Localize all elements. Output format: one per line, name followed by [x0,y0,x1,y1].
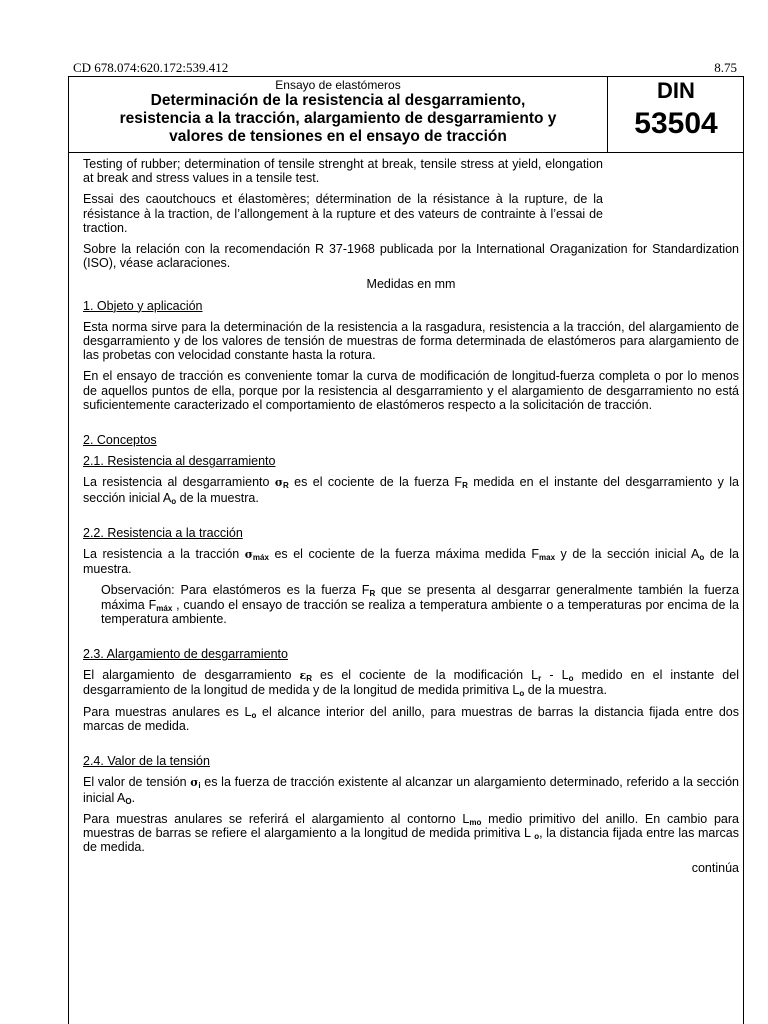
document-header [69,77,743,153]
section-2-3-paragraph: Para muestras anulares es $L_o$ el alcance interior del anillo, para muestras de barras la distancia fijada entre dos marcas de medida. [83,704,739,733]
section-2-2-heading: 2.2. Resistencia a la tracción [83,525,243,540]
classification-code: CD 678.074:620.172:539.412 [73,60,229,75]
continues-label: continúa [691,861,739,876]
french-title: Essai des caoutchoucs et élastomères; détermination de la résistance à la rupture, de la résistance à la traction, de l’allongement à la rupture et des vateurs de contrainte à l’essai de traction. [83,192,603,235]
section-2-1-paragraph: La resistencia al desgarramiento $\sigma_R$ es el cociente de la fuerza $F_R$ medida en el instante del desgarramiento y la sección inicial $A_o$ de la muestra. [83,475,740,506]
units-note: Medidas en mm [366,277,456,292]
english-title: Testing of rubber; determination of tensile strenght at break, tensile stress at yield, elongation at break and stress values in a tensile test. [83,157,603,186]
section-1-paragraph: Esta norma sirve para la determinación de la resistencia a la rasgadura, resistencia a la tracción, del alargamiento de desgarramiento y de los valores de tensión de muestras de forma determinada de elastómeros para alargamiento de las probetas con velocidad constante hasta la rotura. [83,319,739,363]
section-2-3-heading: 2.3. Alargamiento de desgarramiento [83,647,288,662]
section-2-2-note: Observación: Para elastómeros es la fuerza $F_R$ que se presenta al desgarrar generalmente también la fuerza máxima $F_{máx}$ , cuando el ensayo de tracción se realiza a temperatura ambiente o a temperaturas por encima de la temperatura ambiente. [101,583,740,626]
section-2-heading: 2. Conceptos [83,433,157,448]
top-line [73,60,737,76]
section-2-1-heading: 2.1. Resistencia al desgarramiento [83,454,276,469]
standard-id-block [607,77,744,152]
iso-note: Sobre la relación con la recomendación R 37-1968 publicada por la International Oraganization for Standardization (ISO), véase aclaraciones. [83,242,739,271]
section-1-heading: 1. Objeto y aplicación [83,298,203,313]
section-2-2-paragraph: La resistencia a la tracción $\sigma_{máx}$ es el cociente de la fuerza máxima medida $F_{max}$ y de la sección inicial $A_o$ de la muestra. [83,547,739,577]
title-line: valores de tensiones en el ensayo de tracción [169,128,507,145]
title-line: resistencia a la tracción, alargamiento de desgarramiento y [119,110,557,127]
din-number: 53504 [634,107,718,140]
section-2-4-paragraph: Para muestras anulares se referirá el alargamiento al contorno $L_{mo}$ medio primitivo del anillo. En cambio para muestras de barras se refiere el alargamiento a la longitud de medida primitiva L $_o$, la distancia fijada entre las marcas de medida. [83,811,739,855]
title-line: Determinación de la resistencia al desgarramiento, [150,92,526,109]
section-1-paragraph: En el ensayo de tracción es conveniente tomar la curva de modificación de longitud-fuerza completa o por lo menos de aquellos puntos de ella, porque por la resistencia al desgarramiento y el alargamiento de desgarramiento no está suficientemente caracterizado el comportamiento de elastómeros respecto a la solicitación de tracción. [83,369,739,412]
document-title [69,92,607,146]
section-2-3-paragraph: El alargamiento de desgarramiento $\varepsilon_R$ es el cociente de la modificación $L_r - L_o$ medido en el instante del desgarramiento de la longitud de medida y de la longitud de medida primitiva $L_o$ de la muestra. [83,668,739,699]
issue-date: 8.75 [714,60,737,75]
section-2-4-paragraph: El valor de tensión $\sigma_i$ es la fuerza de tracción existente al alcanzar un alargamiento determinado, referido a la sección inicial $A_O$. [83,775,739,806]
title-block [69,77,607,152]
document-subtitle: Ensayo de elastómeros [275,78,401,92]
section-2-4-heading: 2.4. Valor de la tensión [83,754,210,769]
document-body [83,157,739,876]
din-label: DIN [657,78,695,103]
document-frame [68,76,744,1024]
